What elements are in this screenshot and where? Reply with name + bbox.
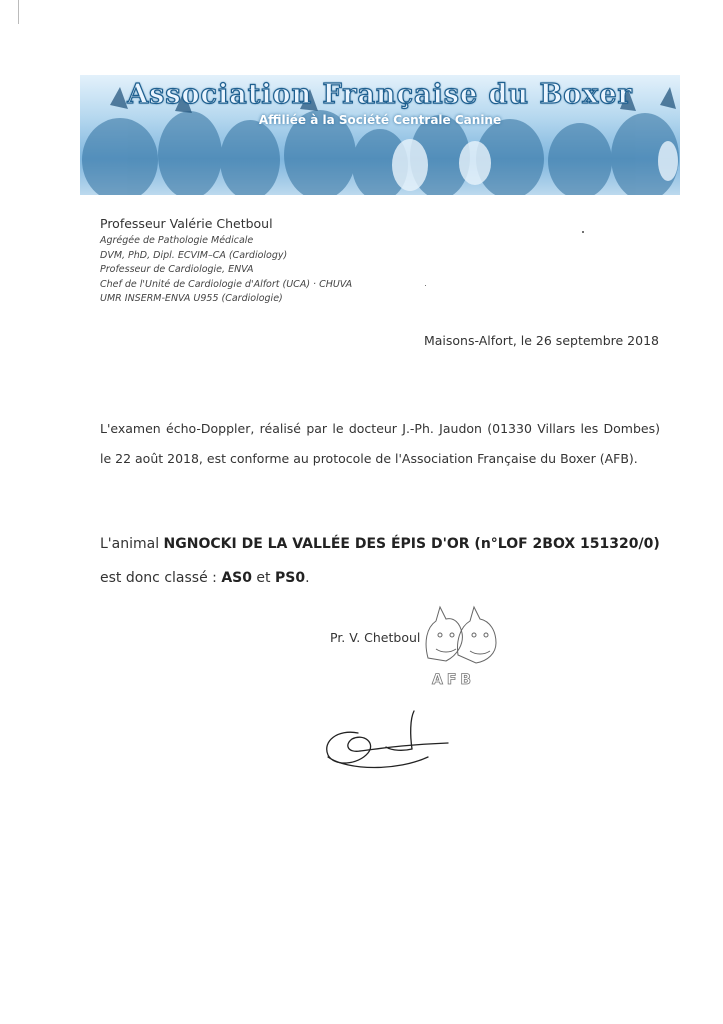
author-title: DVM, PhD, Dipl. ECVIM–CA (Cardiology): [100, 249, 288, 261]
stamp-afb-label: AFB: [432, 672, 476, 688]
afb-boxer-stamp: [418, 603, 508, 673]
grade-ps: PS0: [275, 570, 306, 586]
author-title: Professeur de Cardiologie, ENVA: [100, 264, 254, 275]
date-line: Maisons-Alfort, le 26 septembre 2018: [423, 333, 659, 348]
author-title: UMR INSERM-ENVA U955 (Cardiologie): [100, 293, 283, 304]
classified-prefix: est donc classé :: [100, 570, 222, 586]
grade-end: .: [305, 570, 310, 586]
author-title: Agrégée de Pathologie Médicale: [100, 235, 254, 246]
banner-title: Association Française du Boxer: [127, 79, 633, 110]
author-title: Chef de l'Unité de Cardiologie d'Alfort (UCA) · CHUVA: [100, 278, 353, 290]
author-block: [100, 216, 352, 307]
classification-paragraph: [100, 527, 660, 595]
author-name: Professeur Valérie Chetboul: [100, 216, 273, 231]
scan-speck: [582, 231, 584, 233]
handwritten-signature: [318, 705, 458, 780]
animal-prefix: L'animal: [100, 536, 164, 552]
scan-corner-mark: [0, 0, 19, 24]
grade-and: et: [251, 570, 275, 586]
scan-speck: [425, 285, 426, 286]
examination-paragraph: L'examen écho-Doppler, réalisé par le docteur J.-Ph. Jaudon (01330 Villars les Dombes) le 22 août 2018, est conforme au protocole de l'Association Française du Boxer (AFB).: [100, 421, 660, 466]
signatory-name: Pr. V. Chetboul: [330, 630, 421, 645]
header-banner: [80, 75, 680, 195]
animal-name: NGNOCKI DE LA VALLÉE DES ÉPIS D'OR (n°LOF 2BOX 151320/0): [163, 536, 660, 552]
grade-as: AS0: [221, 570, 252, 586]
banner-subtitle: Affiliée à la Société Centrale Canine: [258, 113, 502, 127]
